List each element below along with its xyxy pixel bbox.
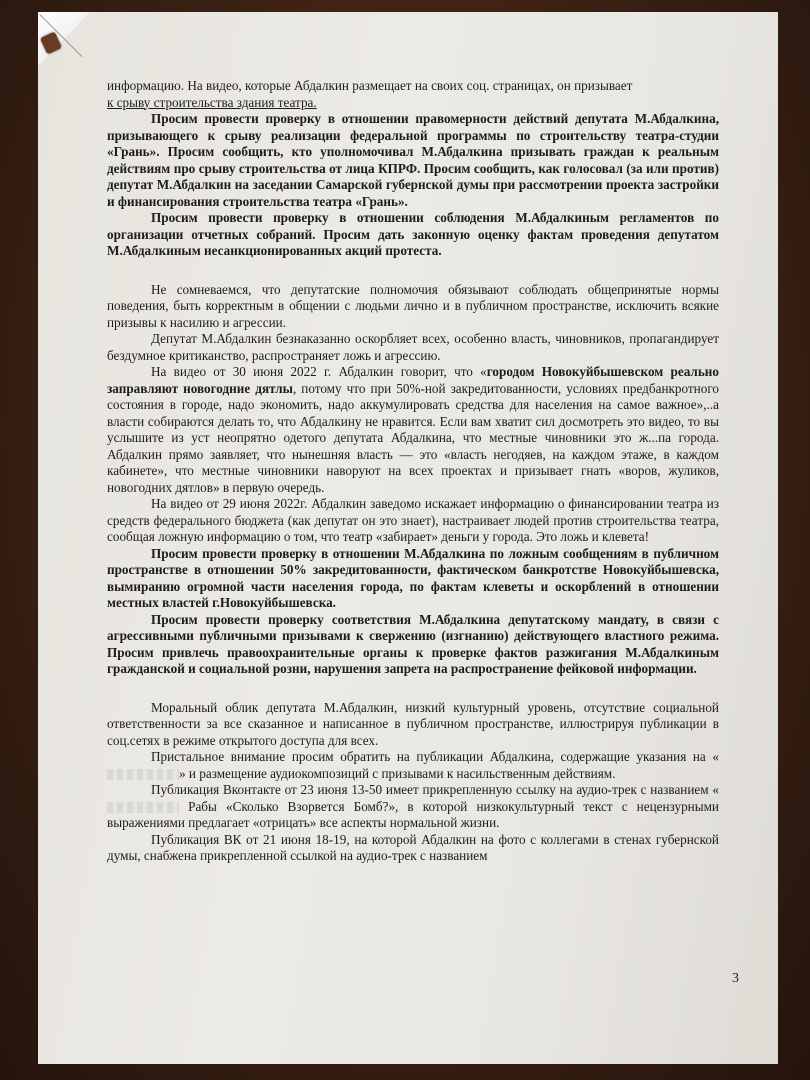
paragraph-vk-june-21: Публикация ВК от 21 июня 18-19, на которой Абдалкин на фото с коллегами в стенах губернской думы, снабжена прикрепленной ссылкой на аудио-трек с названием — [107, 831, 719, 863]
paragraph-insults: Депутат М.Абдалкин безнаказанно оскорбляет всех, особенно власть, чиновников, пропагандирует бездумное критиканство, распространяет ложь и агрессию. — [107, 331, 719, 363]
paragraph-moral: Моральный облик депутата М.Абдалкин, низкий культурный уровень, отсутствие социальной ответственности за все сказанное и написанное в публичном пространстве, иллюстрируя публикации в соц.сетях в режиме открытого доступа для всех. — [107, 699, 719, 748]
request-paragraph-1: Просим провести проверку в отношении правомерности действий депутата М.Абдалкина, призывающего к срыву реализации федеральной программы по строительству театра-студии «Грань». Просим сообщить, кто уполномочивал М.Абдалкина призывать граждан к реальным действиям про срыву строительства от лица КПРФ. Просим сообщить, как голосовал (за или против) депутат М.Абдалкин на заседании Самарской губернской думы при рассмотрении проекта застройки и финансирования строительства театра «Грань». — [107, 111, 719, 209]
paragraph-video-june-30: На видео от 30 июня 2022 г. Абдалкин говорит, что «городом Новокуйбышевском реально заправляют новогодние дятлы, потому что при 50%-ной закредитованности, условиях предбанкротного состояния в городе, надо экономить, надо аккумулировать средства для населения на самое важное»,..а власти собираются делать то, что Абдалкину не нравится. Если вам хватит сил досмотреть это видео, то вы услышите из уст неопрятно одетого депутата Абдалкина, что местные чиновники это ж...па города. Абдалкин прямо заявляет, что нынешняя власть — это «власть негодяев, на каждом этаже, в каждом кабинете», что местные чиновники наворуют на всех проектах и призывает гнать «воров, жуликов, новогодних дятлов» в первую очередь. — [107, 364, 720, 495]
underlined-text: к срыву строительства здания театра. — [107, 94, 317, 110]
paragraph-video-june-29: На видео от 29 июня 2022г. Абдалкин заведомо искажает информацию о финансировании театра из средств федерального бюджета (как депутат он это знает), настраивает людей против строительства театра, сообщая ложную информацию о том, что театр «забирает» деньги у города. Это ложь и клевета! — [107, 496, 719, 544]
page-number: 3 — [732, 971, 739, 986]
request-paragraph-3: Просим провести проверку в отношении М.Абдалкина по ложным сообщениям в публичном пространстве в отношении 50% закредитованности, фактическом банкротстве Новокуйбышевска, вымиранию огромной части населения города, по фактам клеветы и оскорблений в отношении местных властей г.Новокуйбышевска. — [107, 545, 719, 610]
redacted-text — [107, 802, 179, 813]
document-body — [107, 78, 719, 865]
paragraph-continuation: информацию. На видео, которые Абдалкин размещает на своих соц. страницах, он призывает к срыву строительства здания театра. — [107, 78, 633, 110]
request-paragraph-2: Просим провести проверку в отношении соблюдения М.Абдалкиным регламентов по организации отчетных собраний. Просим дать законную оценку фактам проведения депутатом М.Абдалкиным несанкционированных акций протеста. — [107, 210, 719, 258]
paragraph-vk-june-23: Публикация Вконтакте от 23 июня 13-50 имеет прикрепленную ссылку на аудио-трек с названием « Рабы «Сколько Взорвется Бомб?», в которой низкокультурный текст с нецензурными выражениями предлагает «отрицать» все аспекты нормальной жизни. — [107, 782, 719, 830]
request-paragraph-4: Просим провести проверку соответствия М.Абдалкина депутатскому мандату, в связи с агрессивными публичными призывами к свержению (изгнанию) действующего властного режима. Просим привлечь правоохранительные органы к проверке фактов разжигания М.Абдалкиным гражданской и социальной розни, нарушения запрета на распространение фейковой информации. — [107, 611, 719, 676]
paragraph-norms: Не сомневаемся, что депутатские полномочия обязывают соблюдать общепринятые нормы поведения, быть корректным в общении с людьми лично и в публичном пространстве, исключить всякие призывы к насилию и агрессии. — [107, 281, 719, 330]
paragraph-attention: Пристальное внимание просим обратить на публикации Абдалкина, содержащие указания на «» и размещение аудиокомпозиций с призывами к насильственным действиям. — [107, 749, 719, 782]
redacted-text — [107, 769, 179, 780]
